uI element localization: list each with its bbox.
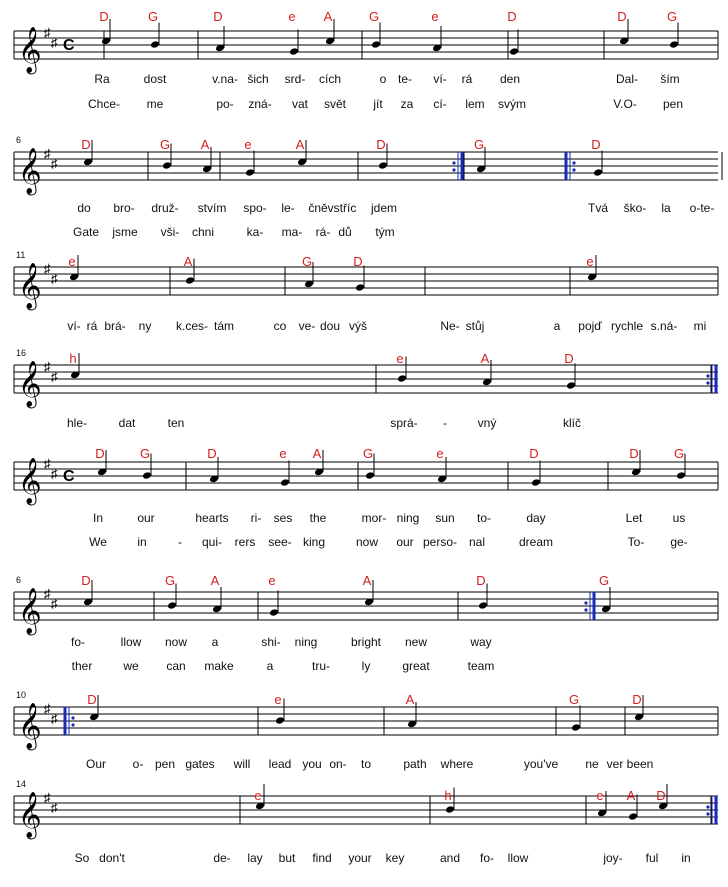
lyric-syllable: čně [308,201,328,215]
lyric-syllable: ším [660,72,680,86]
lyric-syllable: gates [185,757,215,771]
lyric-syllable: do [77,201,91,215]
lyric-syllable: za [400,97,414,111]
lyric-syllable: - [443,416,447,430]
chord-symbol: A [210,573,220,588]
note-head [275,716,285,725]
lyric-syllable: dou [319,319,341,333]
chord-symbol: G [139,446,151,461]
chord-symbol: A [626,788,636,803]
repeat-dot [71,716,74,719]
chord-symbol: D [632,692,642,707]
time-signature: C [63,468,75,485]
lyric-syllable: your [348,851,372,865]
chord-symbol: e [244,137,252,152]
lyric-syllable: To- [627,535,645,549]
lyric-syllable: now [355,535,379,549]
lyric-syllable: tám [213,319,235,333]
measure-number: 10 [16,690,27,700]
lyric-syllable: výš [349,319,367,333]
lyric-syllable: ly [361,659,371,673]
sharp-f-icon: ♯ [44,586,51,601]
lyric-syllable: find [312,851,332,865]
lyric-syllable: In [92,511,104,525]
treble-clef-icon: 𝄞 [18,793,42,837]
lyric-syllable: ten [167,416,185,430]
sharp-c-icon: ♯ [51,466,58,481]
treble-clef-icon: 𝄞 [18,459,42,503]
lyric-syllable: o [379,72,387,86]
treble-clef-icon: 𝄞 [18,264,42,308]
lyric-syllable: on- [329,757,347,771]
lyric-syllable: rá [461,72,473,86]
lyric-syllable: mor- [361,511,387,525]
repeat-dot [706,805,709,808]
lyric-syllable: - [178,535,182,549]
lyric-syllable: o- [132,757,144,771]
measure-number: 14 [16,779,27,789]
lyric-syllable: po- [216,97,234,111]
chord-symbol: A [200,137,210,152]
sharp-f-icon: ♯ [44,146,51,161]
chord-symbol: G [673,446,685,461]
lyric-syllable: bro- [113,201,135,215]
treble-clef-icon: 𝄞 [18,28,42,72]
lyric-syllable: k.ces- [175,319,209,333]
lyric-syllable: hle- [66,416,88,430]
chord-symbol: e [396,351,404,366]
sharp-f-icon: ♯ [44,359,51,374]
lyric-syllable: brá- [104,319,126,333]
sharp-f-icon: ♯ [44,790,51,805]
lyric-syllable: Our [85,757,107,771]
lyric-syllable: to- [476,511,492,525]
repeat-dot [572,168,575,171]
chord-symbol: G [368,9,380,24]
lyric-syllable: Tvá [587,201,609,215]
lyric-syllable: co [273,319,287,333]
sharp-f-icon: ♯ [44,25,51,40]
lyric-syllable: rychle [610,319,644,333]
treble-clef-icon: 𝄞 [18,362,42,406]
lyric-syllable: vši- [160,225,180,239]
lyric-syllable: qui- [201,535,223,549]
chord-symbol: A [480,351,490,366]
note-head [509,47,519,56]
lyric-syllable: ri- [250,511,262,525]
chord-symbol: h [69,351,77,366]
note-head [245,168,255,177]
repeat-dot [706,381,709,384]
note-head [571,723,581,732]
lyric-syllable: V.O- [613,97,637,111]
sharp-f-icon: ♯ [44,261,51,276]
lyric-syllable: lead [268,757,292,771]
lyric-syllable: path [403,757,427,771]
chord-symbol: G [362,446,374,461]
lyric-syllable: shi- [261,635,281,649]
chord-symbol: G [568,692,580,707]
lyric-syllable: ví- [67,319,81,333]
repeat-dot [71,723,74,726]
lyric-syllable: la [661,201,671,215]
note-head [566,381,576,390]
lyric-syllable: srd- [284,72,306,86]
lyric-syllable: Ne- [440,319,460,333]
lyric-syllable: a [553,319,561,333]
lyric-syllable: new [404,635,428,649]
chord-symbol: D [656,788,666,803]
lyric-syllable: dost [143,72,167,86]
chord-symbol: e [279,446,287,461]
note-head [593,168,603,177]
note-head [365,471,375,480]
lyric-syllable: stvím [197,201,227,215]
lyric-syllable: Ra [94,72,110,86]
chord-symbol: D [207,446,217,461]
lyric-syllable: spo- [243,201,267,215]
chord-symbol: G [598,573,610,588]
lyric-syllable: jsme [112,225,138,239]
lyric-syllable: llow [507,851,529,865]
lyric-syllable: a [211,635,219,649]
chord-symbol: D [99,9,109,24]
lyric-syllable: ther [71,659,93,673]
chord-symbol: G [164,573,176,588]
lyric-syllable: joy- [603,851,623,865]
lyric-syllable: So [74,851,90,865]
chord-symbol: G [666,9,678,24]
note-head [185,276,195,285]
lyric-syllable: bright [350,635,382,649]
lyric-syllable: v.na- [212,72,238,86]
note-head [397,374,407,383]
time-signature: C [63,37,75,54]
repeat-dot [584,608,587,611]
lyric-syllable: sun [435,511,455,525]
note-head [167,601,177,610]
lyric-syllable: vstříc [327,201,357,215]
note-head [142,471,152,480]
lyric-syllable: dream [518,535,554,549]
lyric-syllable: de- [213,851,231,865]
chord-symbol: D [507,9,517,24]
chord-symbol: D [564,351,574,366]
lyric-syllable: te- [397,72,413,86]
lyric-syllable: svět [323,97,347,111]
lyric-syllable: chni [191,225,215,239]
lyric-syllable: klíč [563,416,581,430]
note-head [355,283,365,292]
lyric-syllable: you've [523,757,559,771]
repeat-dot [706,374,709,377]
lyric-syllable: cí- [433,97,447,111]
lyric-syllable: dů [338,225,352,239]
sharp-f-icon: ♯ [44,456,51,471]
chord-symbol: A [362,573,372,588]
lyric-syllable: team [467,659,495,673]
lyric-syllable: see- [268,535,292,549]
lyric-syllable: fo- [70,635,86,649]
chord-symbol: D [617,9,627,24]
chord-symbol: G [301,254,313,269]
lyric-syllable: me [146,97,164,111]
measure-number: 6 [16,575,22,585]
lyric-syllable: ning [294,635,318,649]
lyric-syllable: in [137,535,147,549]
lyric-syllable: our [396,535,414,549]
lyric-syllable: key [385,851,405,865]
chord-symbol: e [268,573,276,588]
note-head [478,601,488,610]
chord-symbol: A [312,446,322,461]
lyric-syllable: we [123,659,139,673]
lyric-syllable: llow [120,635,142,649]
lyric-syllable: jdem [370,201,398,215]
lyric-syllable: ver [606,757,624,771]
lyric-syllable: to [360,757,372,771]
lyric-syllable: sprá- [390,416,418,430]
lyric-syllable: tru- [312,659,330,673]
measure-number: 11 [16,250,26,260]
sharp-c-icon: ♯ [51,156,58,171]
note-head [280,478,290,487]
chord-symbol: e [68,254,76,269]
lyric-syllable: can [166,659,186,673]
repeat-dot [572,161,575,164]
lyric-syllable: ško- [623,201,647,215]
lyric-syllable: pojď [578,319,602,333]
chord-symbol: e [288,9,296,24]
chord-symbol: D [87,692,97,707]
note-head [289,47,299,56]
lyric-syllable: hearts [195,511,229,525]
note-head [150,40,160,49]
sharp-c-icon: ♯ [51,711,58,726]
lyric-syllable: been [626,757,654,771]
measure-number: 6 [16,135,22,145]
lyric-syllable: lay [247,851,263,865]
chord-symbol: A [405,692,415,707]
note-head [162,161,172,170]
lyric-syllable: s.ná- [650,319,678,333]
sharp-c-icon: ♯ [51,800,58,815]
repeat-dot [452,168,455,171]
sharp-c-icon: ♯ [51,369,58,384]
sharp-c-icon: ♯ [51,35,58,50]
chord-symbol: G [159,137,171,152]
lyric-syllable: in [681,851,691,865]
chord-symbol: e [596,788,604,803]
lyric-syllable: rá [86,319,98,333]
note-head [445,805,455,814]
lyric-syllable: Gate [72,225,100,239]
chord-symbol: D [376,137,386,152]
chord-symbol: D [81,137,91,152]
lyric-syllable: ny [138,319,152,333]
lyric-syllable: ka- [246,225,264,239]
sharp-c-icon: ♯ [51,271,58,286]
repeat-dot [452,161,455,164]
chord-symbol: e [254,788,262,803]
chord-symbol: D [629,446,639,461]
treble-clef-icon: 𝄞 [18,704,42,748]
lyric-syllable: rers [234,535,256,549]
lyric-syllable: king [302,535,326,549]
lyric-syllable: svým [498,97,526,111]
chord-symbol: G [147,9,159,24]
chord-symbol: G [473,137,485,152]
lyric-syllable: day [526,511,546,525]
chord-symbol: D [213,9,223,24]
lyric-syllable: great [402,659,430,673]
chord-symbol: D [529,446,539,461]
lyric-syllable: zná- [248,97,272,111]
lyric-syllable: make [204,659,234,673]
chord-symbol: e [436,446,444,461]
note-head [628,812,638,821]
lyric-syllable: fo- [479,851,495,865]
lyric-syllable: ma- [281,225,303,239]
lyric-syllable: nal [468,535,486,549]
lyric-syllable: now [164,635,188,649]
lyric-syllable: jít [373,97,383,111]
note-head [378,161,388,170]
lyric-syllable: ses [273,511,293,525]
lyric-syllable: lem [465,97,485,111]
lyric-syllable: Chce- [87,97,121,111]
lyric-syllable: a [266,659,274,673]
lyric-syllable: cích [318,72,342,86]
lyric-syllable: stůj [465,319,485,333]
note-head [371,40,381,49]
lyric-syllable: o-te- [689,201,715,215]
chord-symbol: D [476,573,486,588]
lyric-syllable: Let [625,511,643,525]
lyric-syllable: ví- [433,72,447,86]
lyric-syllable: pen [154,757,176,771]
measure-number: 16 [16,348,27,358]
lyric-syllable: Dal- [615,72,639,86]
lyric-syllable: the [309,511,327,525]
lyric-syllable: šich [247,72,269,86]
lyric-syllable: ne [585,757,599,771]
lyric-syllable: druž- [151,201,179,215]
lyric-syllable: den [499,72,521,86]
lyric-syllable: tým [375,225,395,239]
lyric-syllable: vný [477,416,497,430]
sharp-f-icon: ♯ [44,701,51,716]
note-head [269,608,279,617]
lyric-syllable: and [439,851,461,865]
lyric-syllable: dat [118,416,136,430]
lyric-syllable: vat [291,97,309,111]
lyric-syllable: mi [693,319,707,333]
lyric-syllable: way [470,635,492,649]
treble-clef-icon: 𝄞 [18,149,42,193]
lyric-syllable: will [233,757,251,771]
chord-symbol: D [95,446,105,461]
lyric-syllable: We [89,535,107,549]
treble-clef-icon: 𝄞 [18,589,42,633]
sharp-c-icon: ♯ [51,596,58,611]
lyric-syllable: but [278,851,296,865]
chord-symbol: D [353,254,363,269]
chord-symbol: e [274,692,282,707]
lyric-syllable: pen [662,97,684,111]
lyric-syllable: our [137,511,155,525]
chord-symbol: A [295,137,305,152]
repeat-dot [706,812,709,815]
lyric-syllable: le- [281,201,295,215]
lyric-syllable: rá- [315,225,331,239]
lyric-syllable: ning [396,511,420,525]
lyric-syllable: perso- [422,535,458,549]
note-head [676,471,686,480]
chord-symbol: D [591,137,601,152]
chord-symbol: A [323,9,333,24]
note-head [531,478,541,487]
chord-symbol: e [586,254,594,269]
chord-symbol: A [183,254,193,269]
lyric-syllable: don't [99,851,125,865]
lyric-syllable: us [672,511,686,525]
chord-symbol: D [81,573,91,588]
lyric-syllable: ve- [298,319,316,333]
lyric-syllable: ge- [670,535,688,549]
chord-symbol: e [431,9,439,24]
repeat-dot [584,601,587,604]
lyric-syllable: where [440,757,474,771]
lyric-syllable: ful [645,851,659,865]
chord-symbol: h [444,788,452,803]
lyric-syllable: you [302,757,322,771]
note-head [669,40,679,49]
